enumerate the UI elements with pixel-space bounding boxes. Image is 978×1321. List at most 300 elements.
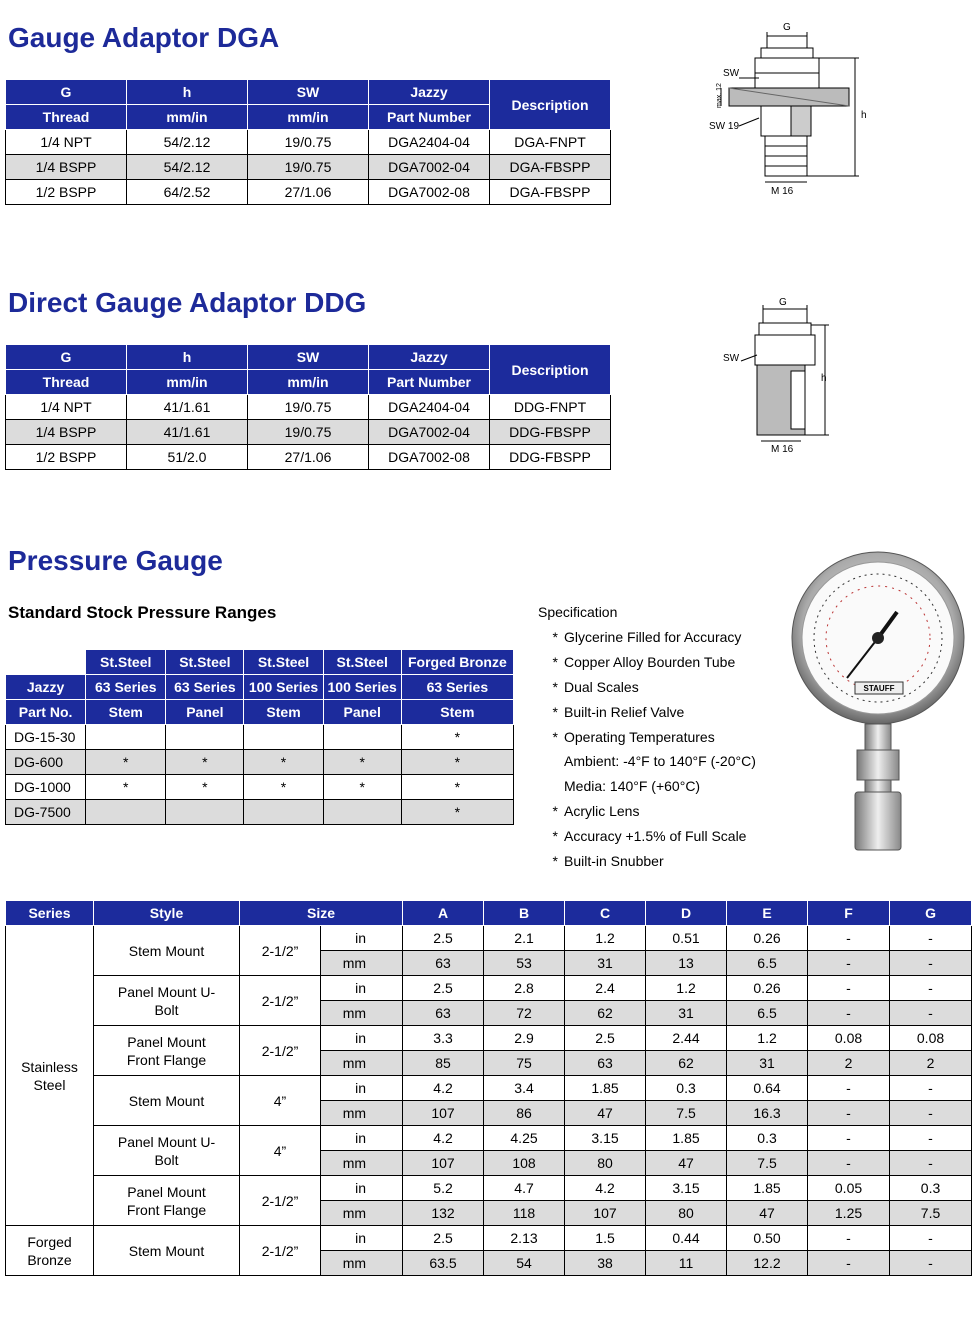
dimension-value: 16.3	[727, 1101, 808, 1126]
dimension-value: 1.85	[565, 1076, 646, 1101]
unit-cell: in	[321, 1226, 403, 1251]
dims-header-style: Style	[94, 901, 240, 926]
dimension-value: 63	[403, 1001, 484, 1026]
spec-item	[538, 650, 756, 675]
dga-drawing-m16-label: M 16	[771, 186, 794, 197]
size-cell: 2-1/2”	[240, 976, 321, 1026]
unit-cell: in	[321, 1126, 403, 1151]
header-row	[6, 901, 972, 926]
pg-header-c2: 63 Series	[86, 675, 166, 700]
dga-cell-pn: DGA7002-08	[369, 180, 490, 205]
dimension-value: 63.5	[403, 1251, 484, 1276]
dimension-value: -	[808, 1001, 890, 1026]
bullet: *	[552, 728, 558, 745]
dimension-value: -	[808, 951, 890, 976]
dimension-value: 31	[646, 1001, 727, 1026]
pg-header-c6: 63 Series	[401, 675, 513, 700]
size-cell: 2-1/2”	[240, 1026, 321, 1076]
dimension-value: 3.3	[403, 1026, 484, 1051]
dimension-value: 107	[403, 1101, 484, 1126]
dimension-value: 63	[403, 951, 484, 976]
availability-cell	[86, 800, 166, 825]
ddg-table	[5, 344, 611, 470]
pg-header-c3: Panel	[166, 700, 244, 725]
dga-header-sw: SW	[248, 80, 369, 105]
spec-item	[538, 849, 756, 874]
spec-text: Accuracy +1.5% of Full Scale	[564, 828, 747, 845]
table-row	[6, 395, 611, 420]
table-row	[6, 750, 514, 775]
dimension-value: 4.2	[403, 1076, 484, 1101]
availability-cell	[244, 725, 323, 750]
spec-item	[538, 725, 756, 750]
availability-cell: *	[86, 775, 166, 800]
dimension-value: -	[808, 1126, 890, 1151]
dimension-value: 12.2	[727, 1251, 808, 1276]
pg-header-c2: Stem	[86, 700, 166, 725]
spec-item	[538, 774, 756, 799]
availability-cell	[166, 725, 244, 750]
table-row	[6, 155, 611, 180]
ddg-header-h-unit: mm/in	[127, 370, 248, 395]
dimension-value: 107	[403, 1151, 484, 1176]
availability-cell	[166, 800, 244, 825]
dga-drawing-sw19-label: SW 19	[709, 121, 740, 132]
table-row	[6, 775, 514, 800]
dimension-value: -	[890, 1126, 972, 1151]
style-cell: Panel Mount U-Bolt	[94, 1126, 240, 1176]
bullet: *	[552, 703, 558, 720]
dga-cell-sw: 27/1.06	[248, 180, 369, 205]
dimension-value: -	[890, 926, 972, 951]
availability-cell	[323, 725, 401, 750]
series-cell: Forged Bronze	[6, 1226, 94, 1276]
size-cell: 4”	[240, 1126, 321, 1176]
dimension-value: 2	[808, 1051, 890, 1076]
dimension-value: 3.4	[484, 1076, 565, 1101]
style-cell: Panel Mount U-Bolt	[94, 976, 240, 1026]
dimension-value: 6.5	[727, 951, 808, 976]
dimension-value: 80	[565, 1151, 646, 1176]
unit-cell: mm	[321, 1001, 403, 1026]
dimension-value: 4.7	[484, 1176, 565, 1201]
pg-header-c6: Stem	[401, 700, 513, 725]
spec-text: Built-in Snubber	[564, 853, 664, 870]
style-cell: Stem Mount	[94, 1076, 240, 1126]
unit-cell: mm	[321, 951, 403, 976]
bullet: *	[552, 678, 558, 695]
availability-cell: *	[401, 750, 513, 775]
dga-drawing	[695, 18, 885, 198]
ddg-header-sw: SW	[248, 345, 369, 370]
dga-cell-pn: DGA2404-04	[369, 130, 490, 155]
dga-drawing-sw-label: SW	[723, 68, 740, 79]
dimension-value: -	[890, 1151, 972, 1176]
dimension-value: 2.5	[403, 976, 484, 1001]
size-cell: 2-1/2”	[240, 1176, 321, 1226]
dga-cell-pn: DGA7002-04	[369, 155, 490, 180]
availability-cell: *	[323, 775, 401, 800]
availability-cell: *	[166, 775, 244, 800]
availability-cell: *	[166, 750, 244, 775]
dga-cell-h: 54/2.12	[127, 155, 248, 180]
table-row	[6, 180, 611, 205]
spec-item	[538, 824, 756, 849]
part-number-cell: DG-7500	[6, 800, 86, 825]
pg-header-c4: St.Steel	[244, 650, 323, 675]
ddg-drawing	[715, 295, 845, 460]
pg-header-c1: Part No.	[6, 700, 86, 725]
series-cell: Stainless Steel	[6, 926, 94, 1226]
ddg-cell-sw: 19/0.75	[248, 420, 369, 445]
ddg-title: Direct Gauge Adaptor DDG	[8, 287, 367, 318]
availability-cell	[323, 800, 401, 825]
dga-cell-sw: 19/0.75	[248, 130, 369, 155]
pg-header-c2: St.Steel	[86, 650, 166, 675]
dimension-value: -	[808, 976, 890, 1001]
dimension-value: 47	[646, 1151, 727, 1176]
ddg-cell-pn: DGA7002-08	[369, 445, 490, 470]
dimension-value: -	[808, 1251, 890, 1276]
ddg-drawing-h-label: h	[821, 373, 827, 384]
pg-subtitle: Standard Stock Pressure Ranges	[8, 603, 277, 622]
table-row	[6, 725, 514, 750]
dimension-value: 7.5	[646, 1101, 727, 1126]
dimension-value: 1.2	[646, 976, 727, 1001]
dga-header-part-number: Part Number	[369, 105, 490, 130]
bullet: *	[552, 853, 558, 870]
dimension-value: 13	[646, 951, 727, 976]
dimension-value: 53	[484, 951, 565, 976]
header-row	[6, 700, 514, 725]
dims-header-c: C	[565, 901, 646, 926]
ddg-cell-desc: DDG-FBSPP	[490, 445, 611, 470]
dimension-value: -	[808, 1076, 890, 1101]
dimension-value: 2.8	[484, 976, 565, 1001]
dimension-value: 47	[727, 1201, 808, 1226]
ddg-header-thread: Thread	[6, 370, 127, 395]
dimension-value: 107	[565, 1201, 646, 1226]
ddg-header-jazzy: Jazzy	[369, 345, 490, 370]
spec-text: Acrylic Lens	[564, 803, 640, 820]
pg-header-c3: St.Steel	[166, 650, 244, 675]
dims-header-d: D	[646, 901, 727, 926]
dimension-value: 0.26	[727, 926, 808, 951]
unit-cell: mm	[321, 1151, 403, 1176]
pg-header-c5: St.Steel	[323, 650, 401, 675]
dimension-value: -	[890, 976, 972, 1001]
unit-cell: mm	[321, 1201, 403, 1226]
dimension-value: 1.25	[808, 1201, 890, 1226]
dimension-value: 1.85	[727, 1176, 808, 1201]
dga-header-h: h	[127, 80, 248, 105]
dga-drawing-h-label: h	[861, 110, 867, 121]
dimension-value: -	[890, 1076, 972, 1101]
dimension-value: 2.44	[646, 1026, 727, 1051]
spec-text: Operating Temperatures	[564, 728, 715, 745]
size-cell: 2-1/2”	[240, 1226, 321, 1276]
dimension-value: 2.5	[403, 1226, 484, 1251]
dimension-value: 31	[565, 951, 646, 976]
part-number-cell: DG-1000	[6, 775, 86, 800]
availability-cell: *	[86, 750, 166, 775]
dimensions-table	[5, 900, 972, 1276]
bullet: *	[552, 628, 558, 645]
ddg-drawing-g-label: G	[779, 297, 787, 308]
ddg-cell-desc: DDG-FBSPP	[490, 420, 611, 445]
dimension-value: -	[890, 1001, 972, 1026]
header-row	[6, 675, 514, 700]
dga-cell-desc: DGA-FBSPP	[490, 180, 611, 205]
ddg-cell-sw: 27/1.06	[248, 445, 369, 470]
dga-cell-h: 54/2.12	[127, 130, 248, 155]
pressure-gauge-photo	[785, 540, 970, 855]
dga-cell-thread: 1/4 NPT	[6, 130, 127, 155]
ddg-cell-pn: DGA7002-04	[369, 420, 490, 445]
dimension-value: -	[890, 1226, 972, 1251]
pg-header-c1: Jazzy	[6, 675, 86, 700]
ddg-cell-h: 41/1.61	[127, 395, 248, 420]
ddg-header-h: h	[127, 345, 248, 370]
dga-drawing-max-label: max. 12	[716, 83, 723, 108]
dimension-value: 7.5	[890, 1201, 972, 1226]
dga-cell-thread: 1/2 BSPP	[6, 180, 127, 205]
dga-cell-desc: DGA-FBSPP	[490, 155, 611, 180]
unit-cell: in	[321, 926, 403, 951]
spec-text: Media: 140°F (+60°C)	[564, 778, 701, 795]
dimension-value: -	[808, 1101, 890, 1126]
dims-header-series: Series	[6, 901, 94, 926]
pg-header-c5: 100 Series	[323, 675, 401, 700]
dga-cell-sw: 19/0.75	[248, 155, 369, 180]
size-cell: 2-1/2”	[240, 926, 321, 976]
dimension-value: 2.4	[565, 976, 646, 1001]
dims-header-g: G	[890, 901, 972, 926]
spec-title: Specification	[538, 604, 618, 620]
unit-cell: mm	[321, 1051, 403, 1076]
spec-text: Dual Scales	[564, 678, 639, 695]
dimension-value: 0.44	[646, 1226, 727, 1251]
dga-header-description: Description	[490, 80, 611, 130]
dimension-value: 0.3	[646, 1076, 727, 1101]
spec-text: Built-in Relief Valve	[564, 703, 685, 720]
bullet: *	[552, 803, 558, 820]
spec-item	[538, 799, 756, 824]
spec-item	[538, 749, 756, 774]
bullet: *	[552, 828, 558, 845]
ddg-cell-desc: DDG-FNPT	[490, 395, 611, 420]
dims-header-size: Size	[240, 901, 403, 926]
dimension-value: -	[890, 951, 972, 976]
dimension-value: 1.2	[565, 926, 646, 951]
table-row	[6, 1026, 972, 1051]
dimension-value: 72	[484, 1001, 565, 1026]
ddg-cell-pn: DGA2404-04	[369, 395, 490, 420]
table-row	[6, 445, 611, 470]
dga-cell-desc: DGA-FNPT	[490, 130, 611, 155]
gauge-brand-label: STAUFF	[863, 684, 895, 693]
ddg-drawing-m16-label: M 16	[771, 444, 794, 455]
dimension-value: 62	[565, 1001, 646, 1026]
dims-header-b: B	[484, 901, 565, 926]
dimension-value: -	[808, 1226, 890, 1251]
dimension-value: 86	[484, 1101, 565, 1126]
spec-item	[538, 700, 756, 725]
bullet: *	[552, 653, 558, 670]
unit-cell: mm	[321, 1101, 403, 1126]
dimension-value: 0.3	[890, 1176, 972, 1201]
availability-cell: *	[244, 750, 323, 775]
table-row	[6, 1226, 972, 1251]
dimension-value: 0.05	[808, 1176, 890, 1201]
pg-header-c5: Panel	[323, 700, 401, 725]
pg-title: Pressure Gauge	[8, 545, 223, 576]
pg-header-c4: Stem	[244, 700, 323, 725]
table-row	[6, 976, 972, 1001]
availability-cell: *	[244, 775, 323, 800]
dga-header-sw-unit: mm/in	[248, 105, 369, 130]
dimension-value: 85	[403, 1051, 484, 1076]
ddg-header-sw-unit: mm/in	[248, 370, 369, 395]
dimension-value: -	[890, 1101, 972, 1126]
dga-table	[5, 79, 611, 205]
table-row	[6, 1126, 972, 1151]
header-row	[6, 650, 514, 675]
dimension-value: 47	[565, 1101, 646, 1126]
dimension-value: -	[808, 1151, 890, 1176]
dimension-value: 0.64	[727, 1076, 808, 1101]
dimension-value: 0.08	[890, 1026, 972, 1051]
unit-cell: in	[321, 976, 403, 1001]
dga-header-g: G	[6, 80, 127, 105]
dimension-value: 11	[646, 1251, 727, 1276]
availability-cell: *	[401, 775, 513, 800]
dimension-value: 1.2	[727, 1026, 808, 1051]
ddg-header-g: G	[6, 345, 127, 370]
dimension-value: 31	[727, 1051, 808, 1076]
style-cell: Stem Mount	[94, 926, 240, 976]
dimension-value: 1.5	[565, 1226, 646, 1251]
ddg-cell-sw: 19/0.75	[248, 395, 369, 420]
availability-cell	[244, 800, 323, 825]
dga-header-thread: Thread	[6, 105, 127, 130]
availability-cell: *	[401, 800, 513, 825]
dimension-value: 0.26	[727, 976, 808, 1001]
ddg-cell-h: 51/2.0	[127, 445, 248, 470]
pg-header-c4: 100 Series	[244, 675, 323, 700]
size-cell: 4”	[240, 1076, 321, 1126]
unit-cell: mm	[321, 1251, 403, 1276]
pg-header-c3: 63 Series	[166, 675, 244, 700]
table-row	[6, 926, 972, 951]
part-number-cell: DG-600	[6, 750, 86, 775]
ddg-drawing-sw-label: SW	[723, 353, 740, 364]
dga-cell-thread: 1/4 BSPP	[6, 155, 127, 180]
dimension-value: 80	[646, 1201, 727, 1226]
dimension-value: 2.13	[484, 1226, 565, 1251]
dimension-value: -	[808, 926, 890, 951]
dimension-value: 4.2	[403, 1126, 484, 1151]
table-row	[6, 420, 611, 445]
dimension-value: 0.50	[727, 1226, 808, 1251]
dimension-value: 4.2	[565, 1176, 646, 1201]
dims-header-e: E	[727, 901, 808, 926]
dga-cell-h: 64/2.52	[127, 180, 248, 205]
dimension-value: 3.15	[565, 1126, 646, 1151]
dga-drawing-g-label: G	[783, 22, 791, 33]
table-row	[6, 1076, 972, 1101]
dga-title: Gauge Adaptor DGA	[8, 22, 280, 53]
specification-list	[538, 600, 756, 874]
dimension-value: 63	[565, 1051, 646, 1076]
spec-text: Glycerine Filled for Accuracy	[564, 628, 742, 645]
dimension-value: 6.5	[727, 1001, 808, 1026]
dims-header-a: A	[403, 901, 484, 926]
availability-cell: *	[323, 750, 401, 775]
ddg-cell-thread: 1/4 BSPP	[6, 420, 127, 445]
dga-header-jazzy: Jazzy	[369, 80, 490, 105]
table-row	[6, 1176, 972, 1201]
dimension-value: 4.25	[484, 1126, 565, 1151]
spec-item	[538, 625, 756, 650]
dims-header-f: F	[808, 901, 890, 926]
ddg-cell-thread: 1/4 NPT	[6, 395, 127, 420]
dimension-value: 75	[484, 1051, 565, 1076]
spec-item	[538, 675, 756, 700]
dimension-value: 1.85	[646, 1126, 727, 1151]
dimension-value: 2	[890, 1051, 972, 1076]
spec-text: Ambient: -4°F to 140°F (-20°C)	[564, 753, 756, 770]
part-number-cell: DG-15-30	[6, 725, 86, 750]
ddg-cell-thread: 1/2 BSPP	[6, 445, 127, 470]
dimension-value: 5.2	[403, 1176, 484, 1201]
unit-cell: in	[321, 1076, 403, 1101]
availability-cell: *	[401, 725, 513, 750]
ddg-header-description: Description	[490, 345, 611, 395]
dimension-value: 38	[565, 1251, 646, 1276]
dimension-value: 54	[484, 1251, 565, 1276]
dimension-value: 118	[484, 1201, 565, 1226]
spec-text: Copper Alloy Bourden Tube	[564, 653, 736, 670]
dimension-value: 0.51	[646, 926, 727, 951]
dimension-value: 2.5	[403, 926, 484, 951]
dimension-value: 2.1	[484, 926, 565, 951]
table-row	[6, 800, 514, 825]
dimension-value: 108	[484, 1151, 565, 1176]
dimension-value: 3.15	[646, 1176, 727, 1201]
unit-cell: in	[321, 1026, 403, 1051]
dimension-value: -	[890, 1251, 972, 1276]
ddg-cell-h: 41/1.61	[127, 420, 248, 445]
pg-header-c1	[6, 650, 86, 675]
dimension-value: 2.5	[565, 1026, 646, 1051]
ddg-header-part-number: Part Number	[369, 370, 490, 395]
dga-header-h-unit: mm/in	[127, 105, 248, 130]
dimension-value: 0.08	[808, 1026, 890, 1051]
table-row	[6, 130, 611, 155]
style-cell: Stem Mount	[94, 1226, 240, 1276]
dimension-value: 132	[403, 1201, 484, 1226]
pg-header-c6: Forged Bronze	[401, 650, 513, 675]
dimension-value: 62	[646, 1051, 727, 1076]
dimension-value: 0.3	[727, 1126, 808, 1151]
unit-cell: in	[321, 1176, 403, 1201]
style-cell: Panel Mount Front Flange	[94, 1176, 240, 1226]
pressure-range-table	[5, 649, 514, 825]
dimension-value: 7.5	[727, 1151, 808, 1176]
style-cell: Panel Mount Front Flange	[94, 1026, 240, 1076]
dimension-value: 2.9	[484, 1026, 565, 1051]
